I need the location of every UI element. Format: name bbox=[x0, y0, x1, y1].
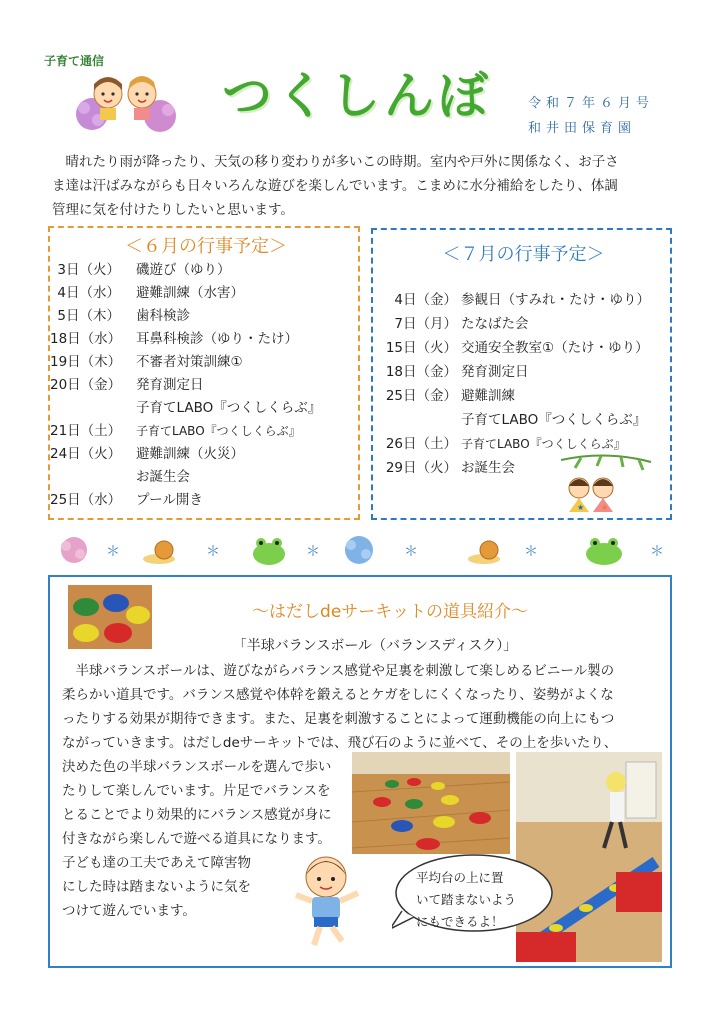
event-row bbox=[373, 336, 649, 356]
speech-line: 平均台の上に置 bbox=[416, 870, 504, 885]
event-row bbox=[50, 488, 203, 508]
event-row bbox=[50, 258, 231, 278]
event-date: 19日（木） bbox=[50, 354, 122, 370]
event-date: 25日（水） bbox=[50, 492, 122, 508]
hydrangea-icon bbox=[61, 537, 87, 563]
event-date: 5日（木） bbox=[57, 308, 120, 324]
svg-text:＊: ＊ bbox=[106, 544, 120, 560]
svg-text:★: ★ bbox=[577, 503, 585, 512]
event-name: たなばた会 bbox=[461, 316, 529, 332]
june-schedule-heading: ＜６月の行事予定＞ bbox=[125, 236, 287, 257]
event-row bbox=[373, 408, 646, 428]
event-name: 不審者対策訓練① bbox=[136, 354, 243, 370]
tanabata-illustration bbox=[551, 452, 661, 512]
intro-line: 管理に気を付けたりしたいと思います。 bbox=[52, 202, 294, 218]
event-name: 避難訓練 bbox=[461, 388, 515, 404]
event-date: 4日（金） bbox=[394, 292, 457, 308]
event-name: 避難訓練（火災） bbox=[136, 446, 244, 462]
event-row bbox=[50, 419, 301, 439]
event-row bbox=[50, 327, 298, 347]
body-line: ったりする効果が期待できます。また、足裏を刺激することによって運動機能の向上にもつ bbox=[62, 711, 615, 727]
issue-date: 令和７年６月号 bbox=[528, 96, 655, 111]
body-line: 半球バランスボールは、遊びながらバランス感覚や足裏を刺激して楽しめるビニール製の bbox=[62, 663, 615, 679]
frog-icon bbox=[586, 538, 622, 565]
event-date: 29日（火） bbox=[385, 460, 457, 476]
newsletter-title: つくしんぼ bbox=[222, 67, 492, 125]
event-date: 4日（水） bbox=[57, 285, 120, 301]
event-row bbox=[373, 456, 515, 476]
event-name: 子育てLABO『つくしくらぶ』 bbox=[136, 424, 301, 438]
boy-illustration bbox=[292, 849, 364, 949]
event-name: 避難訓練（水害） bbox=[136, 285, 244, 301]
svg-text:★: ★ bbox=[601, 503, 609, 512]
speech-line: にもできるよ！ bbox=[416, 914, 504, 929]
svg-text:＊: ＊ bbox=[524, 544, 538, 560]
event-row bbox=[50, 373, 204, 393]
event-name: 発育測定日 bbox=[461, 364, 529, 380]
event-name: 子育てLABO『つくしくらぶ』 bbox=[461, 437, 626, 451]
event-date: 18日（水） bbox=[50, 331, 122, 347]
body-line: 付きながら楽しんで遊べる道具になります。 bbox=[62, 831, 331, 847]
newsletter-series: 子育て通信 bbox=[44, 54, 105, 68]
intro-line: ま達は汗ばみながらも日々いろんな遊びを楽しんでいます。こまめに水分補給をしたり、体調 bbox=[52, 178, 618, 194]
svg-text:＊: ＊ bbox=[404, 544, 418, 560]
nursery-name: 和井田保育園 bbox=[528, 121, 637, 136]
event-row bbox=[373, 312, 529, 332]
body-line: とることでより効果的にバランス感覚が身に bbox=[62, 807, 332, 823]
event-date: 20日（金） bbox=[50, 377, 122, 393]
event-row bbox=[373, 384, 515, 404]
event-row bbox=[373, 288, 650, 308]
event-name: お誕生会 bbox=[461, 460, 515, 476]
event-row bbox=[50, 396, 321, 416]
body-line: 決めた色の半球バランスボールを選んで歩い bbox=[62, 759, 332, 775]
decorative-band bbox=[44, 532, 684, 570]
body-line: にした時は踏まないように気を bbox=[62, 879, 251, 895]
event-name: 耳鼻科検診（ゆり・たけ） bbox=[136, 331, 298, 347]
event-row bbox=[373, 432, 626, 452]
event-date: 18日（金） bbox=[385, 364, 457, 380]
intro-line: 晴れたり雨が降ったり、天気の移り変わりが多いこの時期。室内や戸外に関係なく、お子さ bbox=[65, 154, 619, 170]
event-name: 交通安全教室①（たけ・ゆり） bbox=[461, 340, 649, 356]
speech-line: いて踏まないよう bbox=[416, 892, 517, 907]
event-name: 子育てLABO『つくしくらぶ』 bbox=[461, 412, 647, 428]
event-date: 3日（火） bbox=[57, 262, 120, 278]
event-row bbox=[50, 442, 244, 462]
event-row bbox=[50, 465, 190, 485]
body-line: ながっていきます。はだしdeサーキットでは、飛び石のように並べて、その上を歩いたり、 bbox=[62, 735, 618, 751]
frog-icon bbox=[253, 538, 285, 565]
event-name: 発育測定日 bbox=[136, 377, 204, 393]
event-name: お誕生会 bbox=[136, 469, 190, 485]
hydrangea-icon bbox=[345, 536, 373, 564]
body-line: つけて遊んでいます。 bbox=[62, 903, 196, 919]
event-date: 25日（金） bbox=[385, 388, 457, 404]
body-line: 子ども達の工夫であえて障害物 bbox=[62, 855, 251, 871]
snail-icon bbox=[468, 541, 500, 564]
july-schedule-heading: ＜７月の行事予定＞ bbox=[442, 244, 605, 265]
event-row bbox=[50, 350, 243, 370]
svg-text:＊: ＊ bbox=[206, 544, 220, 560]
event-date: 15日（火） bbox=[385, 340, 457, 356]
tools-subheading: 「半球バランスボール（バランスディスク）」 bbox=[232, 638, 518, 654]
event-date: 7日（月） bbox=[394, 316, 457, 332]
event-date: 26日（土） bbox=[385, 436, 457, 452]
june-schedule-box bbox=[48, 226, 360, 520]
body-line: たりして楽しんでいます。片足でバランスを bbox=[62, 783, 331, 799]
children-hydrangea-illustration bbox=[70, 72, 185, 134]
circuit-floor-photo bbox=[352, 752, 510, 854]
tools-heading: ～はだしdeサーキットの道具紹介～ bbox=[252, 602, 528, 622]
event-date: 24日（火） bbox=[50, 446, 122, 462]
speech-bubble-text bbox=[416, 867, 534, 933]
event-name: プール開き bbox=[136, 492, 203, 508]
event-name: 子育てLABO『つくしくらぶ』 bbox=[136, 400, 322, 416]
event-name: 歯科検診 bbox=[136, 308, 190, 324]
event-row bbox=[373, 360, 529, 380]
intro-paragraph bbox=[52, 150, 682, 222]
july-schedule-box bbox=[371, 228, 672, 520]
svg-text:＊: ＊ bbox=[650, 544, 664, 560]
svg-text:＊: ＊ bbox=[306, 544, 320, 560]
event-name: 磯遊び（ゆり） bbox=[136, 262, 231, 278]
event-date: 21日（土） bbox=[50, 423, 122, 439]
body-line: 柔らかい道具です。バランス感覚や体幹を鍛えるとケガをしにくくなったり、姿勢がよくな bbox=[62, 687, 614, 703]
tools-section bbox=[48, 575, 672, 968]
snail-icon bbox=[143, 541, 175, 564]
event-row bbox=[50, 304, 190, 324]
event-name: 参観日（すみれ・たけ・ゆり） bbox=[461, 292, 650, 308]
event-row bbox=[50, 281, 244, 301]
